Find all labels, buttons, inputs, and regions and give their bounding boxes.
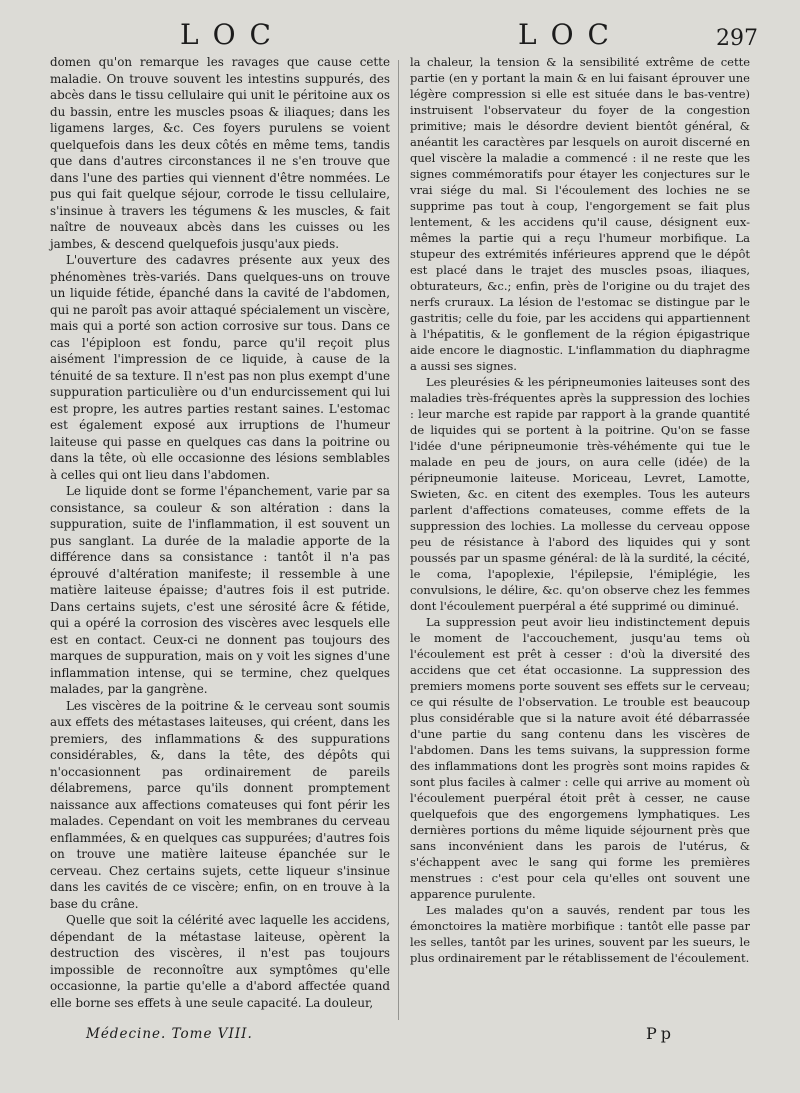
- column-divider: [398, 60, 399, 1020]
- left-column: [50, 54, 390, 1011]
- running-head-left: LOC: [180, 18, 285, 51]
- page-number: 297: [716, 26, 758, 51]
- signature-mark: Pp: [646, 1024, 676, 1043]
- paragraph: domen qu'on remarque les ravages que cause cette maladie. On trouve souvent les intestins suppurés, des abcès dans le tissu cellulaire qui unit le péritoine aux os du bassin, entre les muscles psoas & iliaques; dans les ligamens larges, &c. Ces foyers purulens se voient quelquefois dans les deux côtés en même tems, tandis que dans d'autres circonstances il ne s'en trouve que dans l'une des parties qui viennent d'être nommées. Le pus qui fait quelque séjour, corrode le tissu cellulaire, s'insinue à travers les tégumens & les muscles, & fait naître de nouveaux abcès dans les cuisses ou les jambes, & descend quelquefois jusqu'aux pieds.: [50, 55, 390, 251]
- signature-line: Médecine. Tome VIII.: [86, 1026, 253, 1042]
- running-head-right: LOC: [518, 18, 623, 51]
- paragraph: L'ouverture des cadavres présente aux yeux des phénomènes très-variés. Dans quelques-uns on trouve un liquide fétide, épanché dans la cavité de l'abdomen, qui ne paroît pas avoir attaqué spécialement un viscère, mais qui a porté son action corrosive sur tous. Dans ce cas l'épiploon est fondu, parce qu'il reçoit plus aisément l'impression de ce liquide, à cause de la ténuité de sa texture. Il n'est pas non plus exempt d'une suppuration particulière ou d'un endurcissement qui lui est propre, les autres parties restant saines. L'estomac est également exposé aux irruptions de l'humeur laiteuse qui passe en quelques cas dans la poitrine ou dans la tête, où elle occasionne des lésions semblables à celles qui ont lieu dans l'abdomen.: [50, 253, 390, 482]
- paragraph: la chaleur, la tension & la sensibilité extrême de cette partie (en y portant la main & en lui faisant éprouver une légère compression si elle est située dans le bas-ventre) instruisent l'observateur du foyer de la congestion primitive; mais le désordre devient bientôt général, & anéantit les caractères par lesquels on auroit discerné en quel viscère la maladie a commencé : il ne reste que les signes commémoratifs pour étayer les conjectures sur le vrai siége du mal. Si l'écoulement des lochies ne se supprime pas tout à coup, l'engorgement se fait plus lentement, & les accidens qu'il cause, désignent eux-mêmes la partie qui a reçu l'humeur morbifique. La stupeur des extrémités inférieures apprend que le dépôt est placé dans le trajet des muscles psoas, iliaques, obturateurs, &c.; enfin, près de l'origine ou du trajet des nerfs cruraux. La lésion de l'estomac se distingue par le gastritis; celle du foie, par les accidens qui appartiennent à l'hépatitis, & le gonflement de la région épigastrique aide encore le diagnostic. L'inflammation du diaphragme a aussi ses signes.: [410, 55, 750, 373]
- paragraph: Le liquide dont se forme l'épanchement, varie par sa consistance, sa couleur & son altération : dans la suppuration, suite de l'inflammation, il est souvent un pus sanglant. La durée de la maladie apporte de la différence dans sa consistance : tantôt il n'a pas éprouvé d'altération manifeste; il ressemble à une matière laiteuse épaisse; d'autres fois il est putride. Dans certains sujets, c'est une sérosité âcre & fétide, qui a opéré la corrosion des viscères avec lesquels elle est en contact. Ceux-ci ne donnent pas toujours des marques de suppuration, mais on y voit les signes d'une inflammation intense, qui se termine, chez quelques malades, par la gangrène.: [50, 484, 390, 696]
- paragraph: Quelle que soit la célérité avec laquelle les accidens, dépendant de la métastase laiteuse, opèrent la destruction des viscères, il n'est pas toujours impossible de reconnoître aux symptômes qu'elle occasionne, la partie qu'elle a d'abord affectée quand elle borne ses effets à une seule capacité. La douleur,: [50, 913, 390, 1010]
- right-column: [410, 54, 750, 966]
- paragraph: Les pleurésies & les péripneumonies laiteuses sont des maladies très-fréquentes après la suppression des lochies : leur marche est rapide par rapport à la grande quantité de liquides qui se portent à la poitrine. Qu'on se fasse l'idée d'une péripneumonie très-véhémente qui tue le malade en peu de jours, on aura celle (idée) de la péripneumonie laiteuse. Moriceau, Levret, Lamotte, Swieten, &c. en citent des exemples. Tous les auteurs parlent d'affections comateuses, comme effets de la suppression des lochies. La mollesse du cerveau oppose peu de résistance à l'abord des liquides qui y sont poussés par un spasme général: de là la surdité, la cécité, le coma, l'apoplexie, l'épilepsie, l'émiplégie, les convulsions, le délire, &c. qu'on observe chez les femmes dont l'écoulement puerpéral a été supprimé ou diminué.: [410, 375, 750, 613]
- paragraph: La suppression peut avoir lieu indistinctement depuis le moment de l'accouchement, jusqu'au tems où l'écoulement est prêt à cesser : d'où la diversité des accidens que cet état occasionne. La suppression des premiers momens porte souvent ses effets sur le cerveau; ce qui résulte de l'observation. Le trouble est beaucoup plus considérable que si la nature avoit été débarrassée d'une partie du sang contenu dans les viscères de l'abdomen. Dans les tems suivans, la suppression forme des inflammations dont les progrès sont moins rapides & sont plus faciles à calmer : celle qui arrive au moment où l'écoulement puerpéral étoit prêt à cesser, ne cause quelquefois que des engorgemens lymphatiques. Les dernières portions du même liquide séjournent près que sans inconvénient dans les parois de l'utérus, & s'échappent avec le sang qui forme les premières menstrues : c'est pour cela qu'elles ont souvent une apparence purulente.: [410, 615, 750, 901]
- paragraph: Les malades qu'on a sauvés, rendent par tous les émonctoires la matière morbifique : tantôt elle passe par les selles, tantôt par les urines, souvent par les sueurs, le plus ordinairement par le rétablissement de l'écoulement.: [410, 903, 750, 965]
- paragraph: Les viscères de la poitrine & le cerveau sont soumis aux effets des métastases laiteuses, qui créent, dans les premiers, des inflammations & des suppurations considérables, &, dans la tête, des dépôts qui n'occasionnent pas ordinairement de pareils délabremens, parce qu'ils donnent promptement naissance aux affections comateuses qui font périr les malades. Cependant on voit les membranes du cerveau enflammées, & en quelques cas suppurées; d'autres fois on trouve une matière laiteuse épanchée sur le cerveau. Chez certains sujets, cette liqueur s'insinue dans les cavités de ce viscère; enfin, on en trouve à la base du crâne.: [50, 698, 390, 911]
